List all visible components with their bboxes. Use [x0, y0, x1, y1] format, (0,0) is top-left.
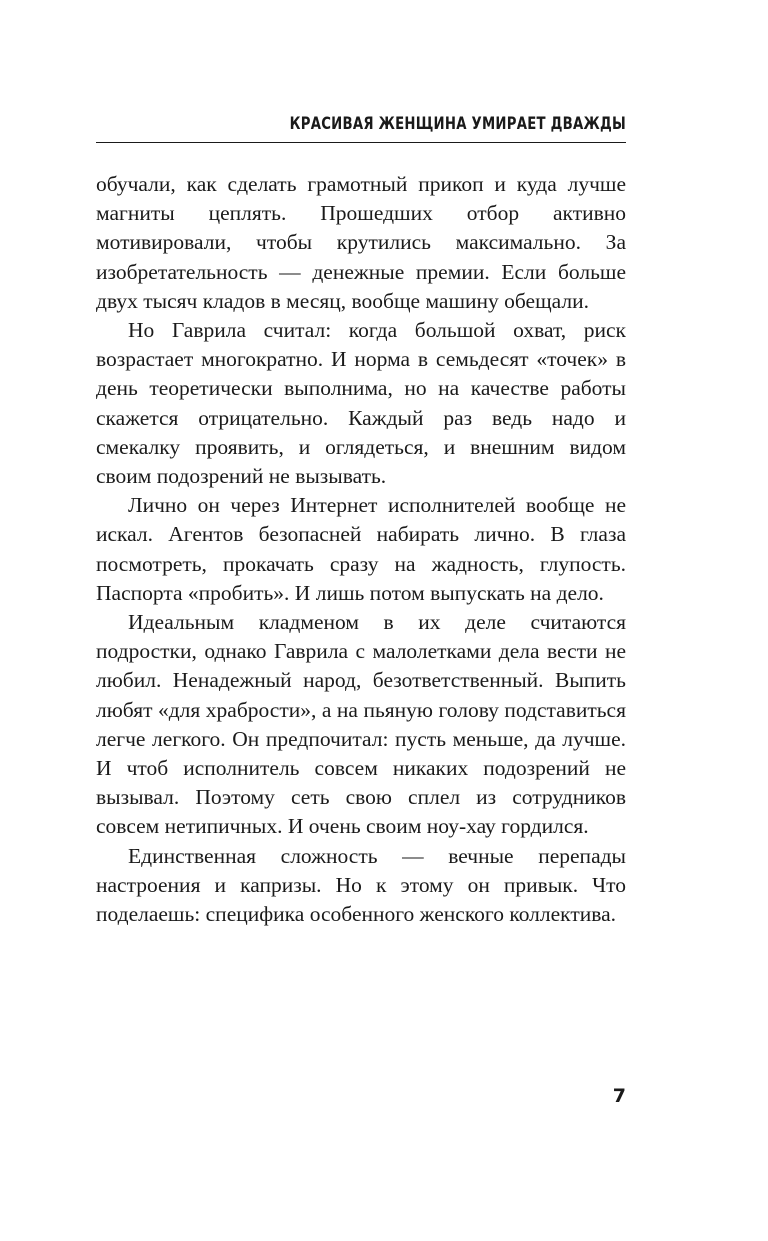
body-text — [96, 170, 626, 929]
page-number: 7 — [612, 1085, 626, 1107]
running-head-title: КРАСИВАЯ ЖЕНЩИНА УМИРАЕТ ДВАЖДЫ — [289, 114, 626, 134]
paragraph: Лично он через Интернет исполнителей вообще не искал. Агентов безопасней набирать лично. В глаза посмотреть, прокачать сразу на жадность, глупость. Паспорта «пробить». И лишь потом выпускать на дело. — [96, 493, 626, 605]
header-rule — [96, 142, 626, 143]
paragraph-continued: обучали, как сделать грамотный прикоп и куда лучше магниты цеплять. Прошедших отбор активно мотивировали, чтобы крутились максимально. За изобретательность — денежные премии. Если больше двух тысяч кладов в месяц, вообще машину обещали. — [96, 172, 626, 313]
paragraph: Но Гаврила считал: когда большой охват, риск возрастает многократно. И норма в семьдесят «точек» в день теоретически выполнима, но на качестве работы скажется отрицательно. Каждый раз ведь надо и смекалку проявить, и оглядеться, и внешним видом своим подозрений не вызывать. — [96, 318, 626, 489]
paragraph: Единственная сложность — вечные перепады настроения и капризы. Но к этому он привык. Что поделаешь: специфика особенного женского коллектива. — [96, 843, 626, 927]
paragraph: Идеальным кладменом в их деле считаются подростки, однако Гаврила с малолетками дела вести не любил. Ненадежный народ, безответственный. Выпить любят «для храбрости», а на пьяную голову подставиться легче легкого. Он предпочитал: пусть меньше, да лучше. И чтоб исполнитель совсем никаких подозрений не вызывал. Поэтому сеть свою сплел из сотрудников совсем нетипичных. И очень своим ноу-хау гордился. — [96, 610, 626, 839]
